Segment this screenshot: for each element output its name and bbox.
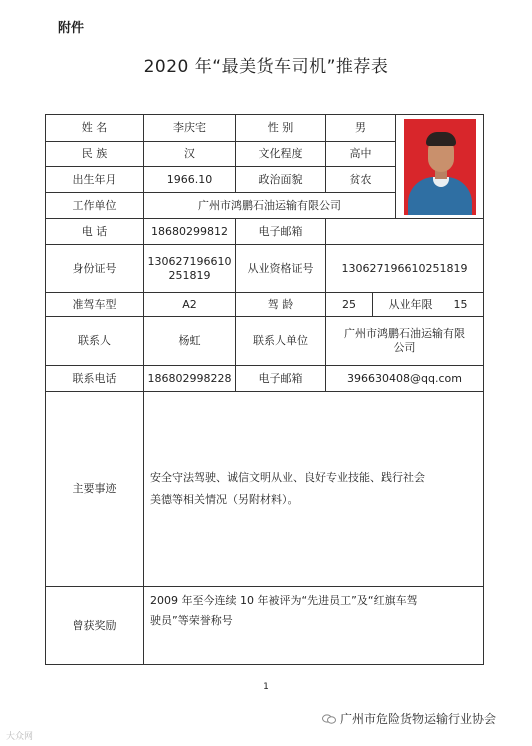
- gender-label: 性 别: [236, 115, 326, 142]
- recommendation-form: [45, 114, 484, 665]
- education-value: 高中: [326, 142, 396, 167]
- form-row-name: [46, 115, 484, 142]
- form-title: 2020 年“最美货车司机”推荐表: [143, 57, 389, 77]
- contact-unit-line2: 公司: [393, 341, 416, 354]
- awards-label: 曾获奖励: [46, 587, 144, 665]
- id-value-line2: 251819: [168, 268, 211, 282]
- form-row-deeds: [46, 392, 484, 587]
- deeds-label: 主要事迹: [46, 392, 144, 587]
- contact-unit-line1: 广州市鸿鹏石油运输有限: [344, 327, 465, 340]
- deeds-value: [144, 392, 484, 587]
- form-row-id: [46, 245, 484, 293]
- form-row-contact-phone: [46, 366, 484, 392]
- form-row-awards: [46, 587, 484, 665]
- awards-value: [144, 587, 484, 665]
- watermark-right: [322, 710, 496, 727]
- driving-age-label: 驾 龄: [236, 293, 326, 317]
- vehicle-label: 准驾车型: [46, 293, 144, 317]
- phone-value: 18680299812: [144, 219, 236, 245]
- contact-email-label: 电子邮箱: [236, 366, 326, 392]
- work-years-cell: [373, 293, 484, 317]
- license-label: 从业资格证号: [236, 245, 326, 293]
- id-label: 身份证号: [46, 245, 144, 293]
- license-value: 130627196610251819: [326, 245, 484, 293]
- phone-label: 电 话: [46, 219, 144, 245]
- watermark-left: 大众网: [6, 732, 34, 742]
- attachment-label: 附件: [58, 21, 85, 36]
- contact-value: 杨虹: [144, 317, 236, 366]
- contact-unit-value: [326, 317, 484, 366]
- contact-unit-label: 联系人单位: [236, 317, 326, 366]
- form-row-contact: [46, 317, 484, 366]
- contact-label: 联系人: [46, 317, 144, 366]
- awards-line1: 2009 年至今连续 10 年被评为“先进员工”及“红旗车驾: [150, 594, 418, 607]
- watermark-right-text: 广州市危险货物运输行业协会: [340, 712, 497, 726]
- photo-cell: [396, 115, 484, 219]
- vehicle-value: A2: [144, 293, 236, 317]
- contact-phone-value: 186802998228: [144, 366, 236, 392]
- ethnicity-value: 汉: [144, 142, 236, 167]
- education-label: 文化程度: [236, 142, 326, 167]
- employer-value: 广州市鸿鹏石油运输有限公司: [144, 193, 396, 219]
- birth-value: 1966.10: [144, 167, 236, 193]
- awards-line2: 驶员”等荣誉称号: [150, 614, 233, 627]
- name-label: 姓 名: [46, 115, 144, 142]
- email-value: [326, 219, 484, 245]
- driving-age-value: 25: [326, 293, 373, 317]
- political-value: 贫农: [326, 167, 396, 193]
- work-years-label: 从业年限: [388, 297, 433, 311]
- birth-label: 出生年月: [46, 167, 144, 193]
- political-label: 政治面貌: [236, 167, 326, 193]
- employer-label: 工作单位: [46, 193, 144, 219]
- deeds-line2: 美德等相关情况（另附材料）。: [150, 493, 299, 506]
- deeds-line1: 安全守法驾驶、诚信文明从业、良好专业技能、践行社会: [150, 471, 425, 484]
- form-row-vehicle: [46, 293, 484, 317]
- form-row-phone: [46, 219, 484, 245]
- ethnicity-label: 民 族: [46, 142, 144, 167]
- id-value: [144, 245, 236, 293]
- name-value: 李庆宅: [144, 115, 236, 142]
- page-number: 1: [263, 682, 269, 692]
- contact-email-value: 396630408@qq.com: [326, 366, 484, 392]
- wechat-icon: [322, 714, 336, 724]
- gender-value: 男: [326, 115, 396, 142]
- work-years-value: 15: [453, 297, 468, 311]
- contact-phone-label: 联系电话: [46, 366, 144, 392]
- applicant-photo: [404, 119, 476, 215]
- id-value-line1: 130627196610: [147, 254, 232, 268]
- email-label: 电子邮箱: [236, 219, 326, 245]
